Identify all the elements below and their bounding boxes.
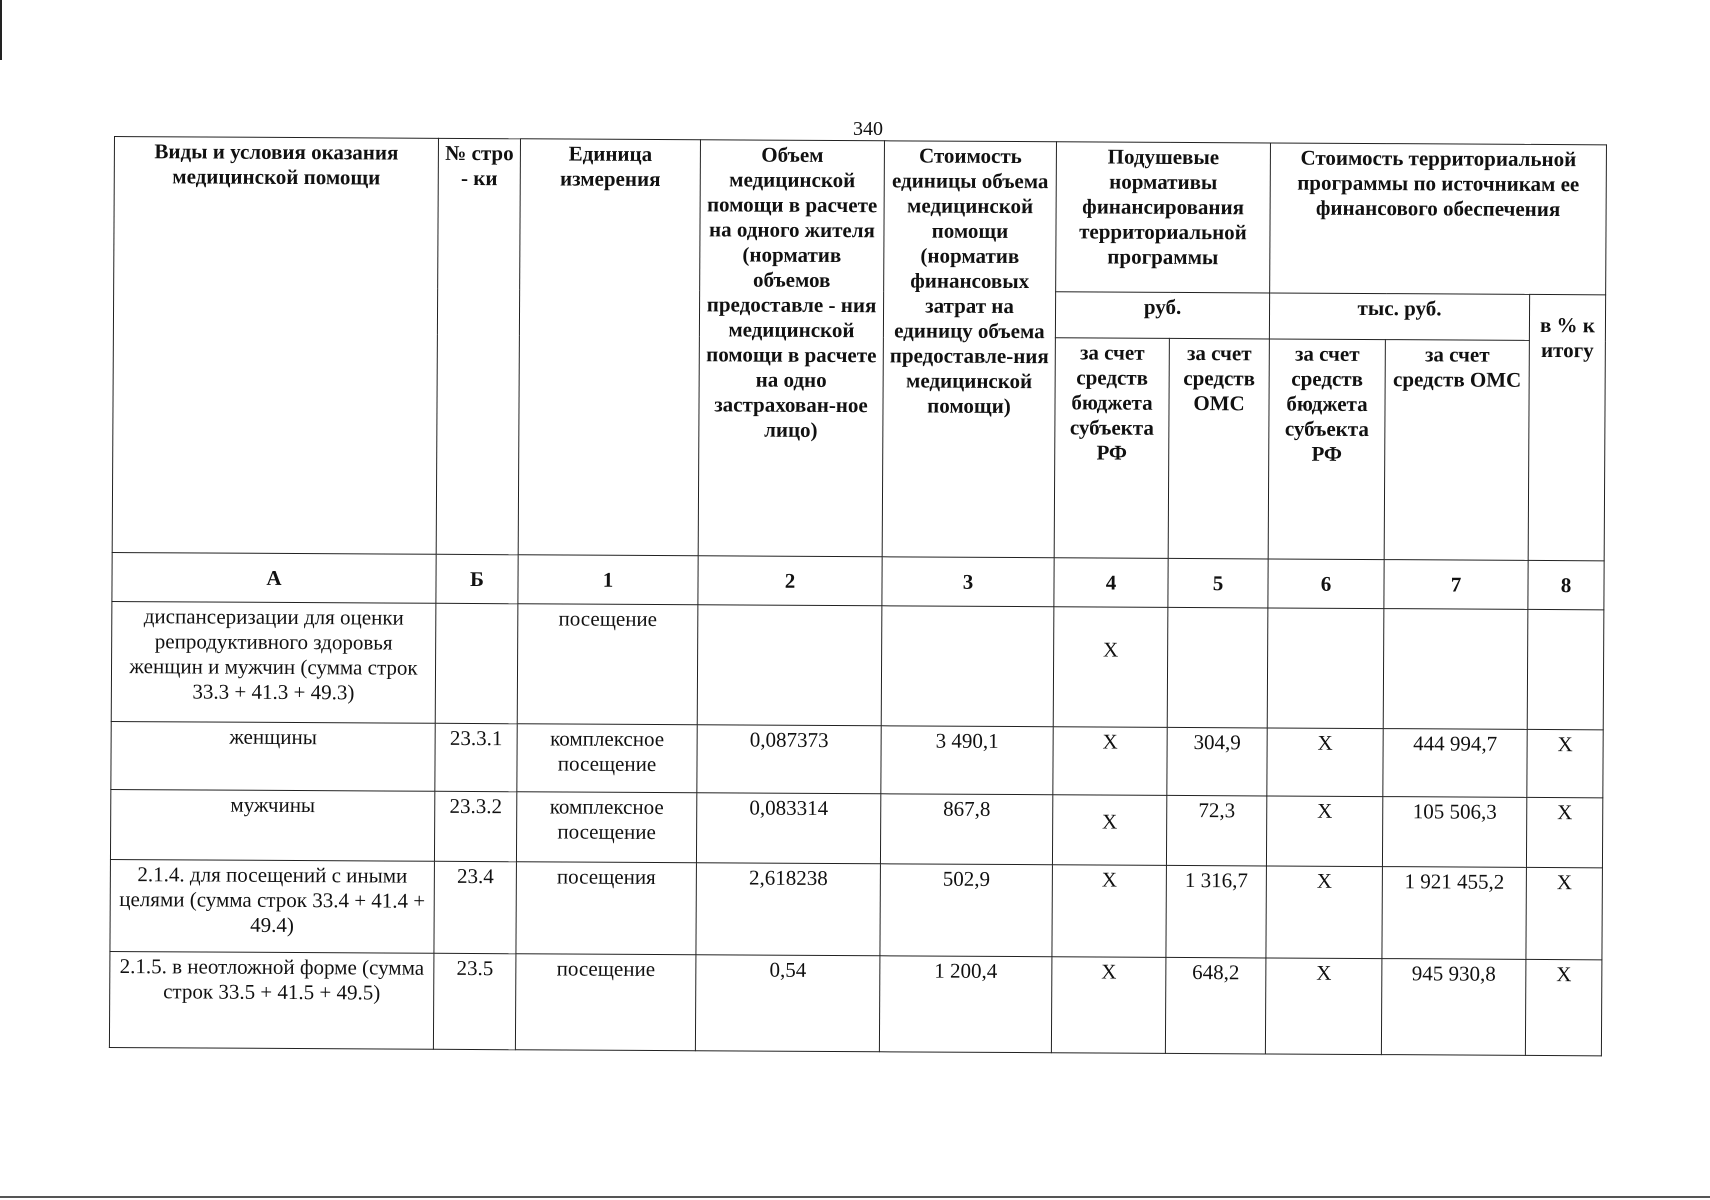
- row-budget-rub: Х: [1051, 957, 1166, 1054]
- row-oms-thous: 1 921 455,2: [1382, 867, 1527, 960]
- row-volume: 2,618238: [696, 863, 881, 956]
- row-number: 23.4: [434, 861, 517, 953]
- row-oms-rub: 648,2: [1165, 957, 1266, 1054]
- row-oms-thous: [1383, 609, 1528, 730]
- row-unit: посещение: [515, 954, 696, 1051]
- row-oms-rub: [1167, 607, 1268, 728]
- row-oms-thous: 945 930,8: [1381, 959, 1526, 1056]
- column-number: 5: [1168, 558, 1268, 608]
- row-number: 23.3.2: [434, 791, 516, 861]
- row-cost: 867,8: [880, 794, 1052, 865]
- scan-bottom-line: [0, 1196, 1710, 1198]
- header-oms-rub: за счет средств ОМС: [1168, 338, 1269, 559]
- row-number: 23.5: [433, 953, 516, 1049]
- header-thous-rub: тыс. руб.: [1269, 293, 1529, 340]
- row-budget-thous: Х: [1265, 958, 1382, 1055]
- row-cost: 1 200,4: [879, 956, 1052, 1053]
- row-unit: посещение: [517, 604, 698, 725]
- row-cost: 502,9: [880, 864, 1053, 957]
- row-unit: комплексное посещение: [517, 724, 697, 793]
- page-number: 340: [853, 118, 883, 140]
- row-name: 2.1.4. для посещений с иными целями (сумма строк 33.4 + 41.4 + 49.4): [110, 859, 435, 953]
- medical-care-table: [109, 136, 1607, 1056]
- row-oms-thous: 105 506,3: [1382, 797, 1526, 868]
- row-number: [435, 603, 518, 723]
- column-number: А: [112, 552, 436, 603]
- header-program-cost: Стоимость территориальной программы по источникам ее финансового обеспечения: [1270, 143, 1607, 295]
- table-row: [110, 789, 1602, 867]
- header-unit: Единица измерения: [518, 139, 700, 556]
- row-percent: Х: [1526, 797, 1602, 867]
- column-number: 4: [1054, 558, 1168, 608]
- header-volume: Объем медицинской помощи в расчете на одного жителя (норматив объемов предоставле - ния медицинской помощи в расчете на одно застрахован-ное лицо): [698, 140, 884, 557]
- column-number: 3: [882, 557, 1054, 607]
- row-volume: 0,087373: [697, 725, 881, 794]
- table-row: [109, 951, 1602, 1055]
- header-type: Виды и условия оказания медицинской помощи: [112, 137, 438, 555]
- column-number: Б: [436, 554, 518, 603]
- table-row: [111, 601, 1604, 729]
- row-percent: [1527, 609, 1604, 729]
- row-budget-rub: Х: [1052, 795, 1166, 866]
- table-row: [111, 721, 1603, 797]
- row-name: 2.1.5. в неотложной форме (сумма строк 33.5 + 41.5 + 49.5): [109, 951, 434, 1049]
- column-number: 1: [518, 555, 698, 605]
- row-cost: 3 490,1: [881, 726, 1053, 795]
- row-oms-rub: 72,3: [1166, 795, 1266, 866]
- column-number: 7: [1384, 560, 1528, 610]
- row-unit: посещения: [516, 862, 697, 955]
- row-number: 23.3.1: [435, 723, 517, 791]
- row-volume: 0,54: [695, 955, 880, 1052]
- header-budget-thous: за счет средств бюджета субъекта РФ: [1268, 339, 1385, 560]
- row-name: женщины: [111, 721, 435, 791]
- table-row: [110, 859, 1603, 959]
- column-number: 2: [698, 556, 882, 606]
- row-volume: [697, 605, 882, 726]
- row-oms-thous: 444 994,7: [1383, 729, 1527, 798]
- header-rub: руб.: [1055, 292, 1269, 339]
- row-budget-thous: Х: [1266, 796, 1382, 867]
- scan-edge-mark: [0, 0, 2, 60]
- header-percent: в % к итогу: [1528, 294, 1606, 560]
- row-budget-thous: Х: [1267, 728, 1383, 797]
- row-budget-thous: Х: [1266, 866, 1383, 959]
- header-per-capita: Подушевые нормативы финансирования территориальной программы: [1056, 142, 1271, 293]
- row-volume: 0,083314: [696, 793, 880, 864]
- row-unit: комплексное посещение: [516, 792, 696, 863]
- row-budget-thous: [1267, 608, 1384, 729]
- row-name: мужчины: [110, 789, 434, 861]
- row-cost: [881, 606, 1054, 727]
- row-budget-rub: Х: [1053, 607, 1168, 728]
- row-budget-rub: Х: [1053, 727, 1167, 796]
- header-cost: Стоимость единицы объема медицинской помощи (норматив финансовых затрат на единицу объема предоставле-ния медицинской помощи): [882, 141, 1056, 558]
- column-number: 8: [1528, 560, 1604, 609]
- row-oms-rub: 1 316,7: [1166, 865, 1267, 958]
- row-oms-rub: 304,9: [1167, 727, 1267, 796]
- row-percent: Х: [1525, 959, 1602, 1055]
- header-row-no: № стро - ки: [436, 138, 520, 554]
- row-budget-rub: Х: [1052, 865, 1167, 958]
- header-oms-thous: за счет средств ОМС: [1384, 340, 1529, 561]
- column-number: 6: [1268, 559, 1384, 609]
- column-numbers-row: [112, 552, 1604, 609]
- row-percent: Х: [1527, 729, 1603, 797]
- header-budget-rub: за счет средств бюджета субъекта РФ: [1054, 338, 1169, 559]
- row-name: диспансеризации для оценки репродуктивного здоровья женщин и мужчин (сумма строк 33.3 + 41.3 + 49.3): [111, 601, 436, 723]
- row-percent: Х: [1526, 867, 1603, 959]
